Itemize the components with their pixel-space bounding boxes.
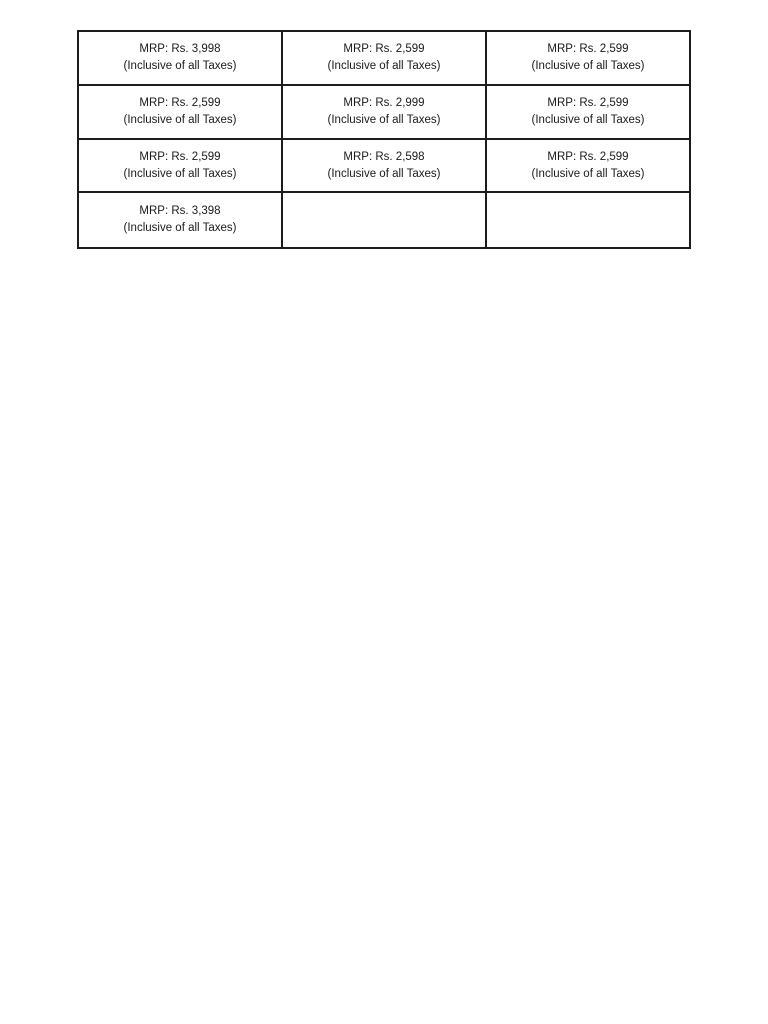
empty-cell xyxy=(486,192,690,248)
mrp-value: MRP: Rs. 2,599 xyxy=(547,43,629,55)
mrp-value: MRP: Rs. 2,599 xyxy=(547,150,629,163)
price-cell xyxy=(78,85,282,139)
tax-note: (Inclusive of all Taxes) xyxy=(327,60,441,72)
mrp-value: MRP: Rs. 2,598 xyxy=(343,150,425,163)
tax-note: (Inclusive of all Taxes) xyxy=(327,167,441,180)
table-row xyxy=(78,192,690,248)
tax-note: (Inclusive of all Taxes) xyxy=(531,114,645,126)
mrp-price-table xyxy=(77,30,691,249)
tax-note: (Inclusive of all Taxes) xyxy=(123,114,237,126)
tax-note: (Inclusive of all Taxes) xyxy=(123,222,237,234)
price-cell xyxy=(78,192,282,248)
mrp-value: MRP: Rs. 2,599 xyxy=(139,150,221,163)
price-cell xyxy=(486,139,690,192)
mrp-value: MRP: Rs. 3,398 xyxy=(139,205,221,217)
mrp-value: MRP: Rs. 2,599 xyxy=(547,97,629,109)
mrp-value: MRP: Rs. 2,999 xyxy=(343,97,425,109)
price-cell xyxy=(282,85,486,139)
price-cell xyxy=(282,31,486,85)
price-cell xyxy=(78,139,282,192)
mrp-value: MRP: Rs. 2,599 xyxy=(343,43,425,55)
tax-note: (Inclusive of all Taxes) xyxy=(327,114,441,126)
tax-note: (Inclusive of all Taxes) xyxy=(531,60,645,72)
mrp-value: MRP: Rs. 3,998 xyxy=(139,43,221,55)
empty-cell xyxy=(282,192,486,248)
tax-note: (Inclusive of all Taxes) xyxy=(123,60,237,72)
price-cell xyxy=(78,31,282,85)
table-row xyxy=(78,139,690,192)
price-cell xyxy=(486,31,690,85)
tax-note: (Inclusive of all Taxes) xyxy=(531,167,645,180)
price-cell xyxy=(486,85,690,139)
mrp-value: MRP: Rs. 2,599 xyxy=(139,97,221,109)
tax-note: (Inclusive of all Taxes) xyxy=(123,167,237,180)
table-row xyxy=(78,31,690,85)
price-cell xyxy=(282,139,486,192)
table-row xyxy=(78,85,690,139)
